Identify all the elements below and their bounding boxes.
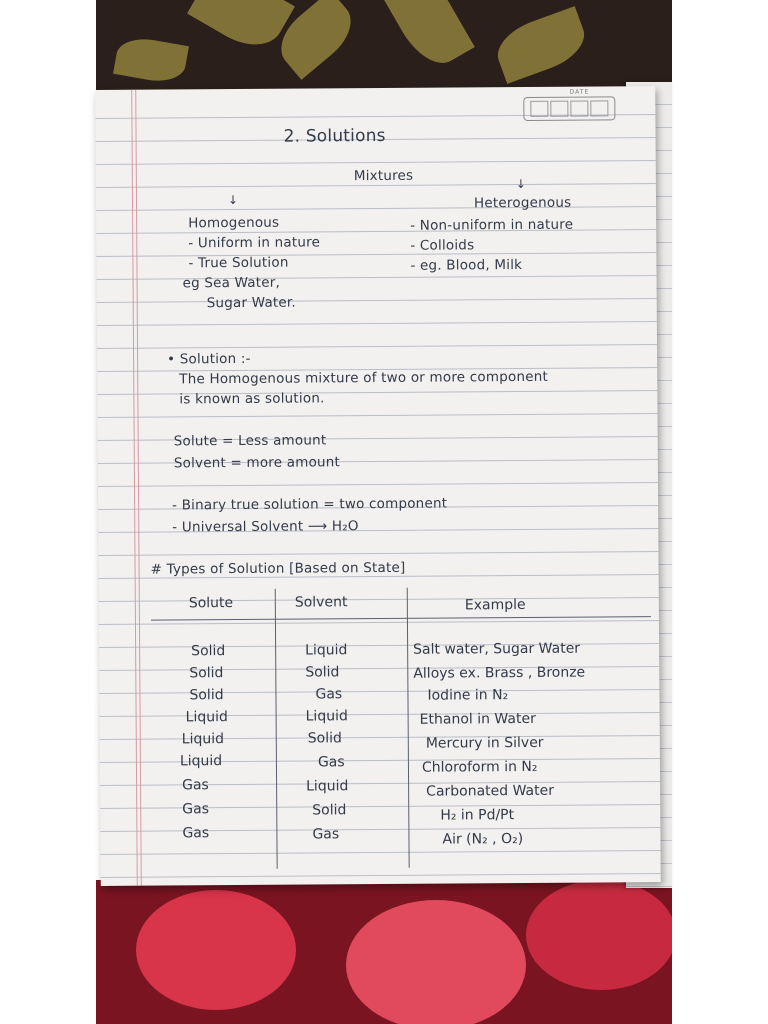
solvent-line: Solvent = more amount — [173, 454, 341, 472]
table-cell: Chloroform in N₂ — [421, 758, 538, 776]
table-cell: Solid — [307, 730, 342, 747]
table-cell: Solid — [191, 643, 226, 660]
table-cell: Gas — [317, 754, 345, 771]
homogenous-line: eg Sea Water, — [182, 274, 281, 292]
table-cell: Solid — [305, 664, 340, 681]
table-cell: Ethanol in Water — [419, 710, 536, 728]
notebook-page — [95, 86, 661, 886]
table-cell: Salt water, Sugar Water — [413, 640, 581, 658]
homogenous-line: - Uniform in nature — [188, 234, 321, 252]
arrow-down-icon: ↓ — [227, 192, 239, 208]
types-heading: # Types of Solution [Based on State] — [150, 559, 406, 578]
table-cell: Gas — [182, 825, 210, 842]
solution-definition: is known as solution. — [179, 390, 325, 408]
table-cell: H₂ in Pd/Pt — [440, 807, 515, 824]
solution-definition: The Homogenous mixture of two or more component — [179, 368, 549, 388]
homogenous-heading: Homogenous — [188, 214, 280, 232]
homogenous-line: Sugar Water. — [206, 294, 296, 312]
flower-pattern — [346, 900, 526, 1024]
leaf-pattern — [113, 34, 189, 86]
binary-solution-line: - Binary true solution = two component — [172, 495, 448, 514]
solute-line: Solute = Less amount — [173, 432, 327, 450]
table-cell: Mercury in Silver — [425, 734, 544, 752]
table-cell: Gas — [182, 777, 209, 794]
table-cell: Liquid — [305, 708, 348, 725]
table-cell: Air (N₂ , O₂) — [442, 830, 524, 848]
flower-pattern — [136, 890, 296, 1010]
table-cell: Liquid — [179, 753, 223, 770]
table-cell: Liquid — [185, 709, 228, 726]
table-cell: Solid — [189, 665, 224, 682]
table-cell: Liquid — [305, 642, 348, 659]
arrow-down-icon: ↓ — [515, 176, 527, 192]
table-cell: Alloys ex. Brass , Bronze — [413, 664, 586, 682]
background-fabric-bottom — [96, 880, 672, 1024]
table-cell: Gas — [312, 826, 340, 843]
flower-pattern — [526, 880, 672, 990]
leaf-pattern — [187, 0, 295, 58]
leaf-pattern — [490, 6, 592, 84]
date-box — [523, 96, 615, 121]
solution-heading: • Solution :- — [167, 350, 251, 368]
mixtures-label: Mixtures — [353, 167, 414, 185]
table-column-divider — [407, 588, 410, 868]
table-cell: Solid — [312, 802, 347, 819]
table-header: Example — [464, 596, 526, 614]
homogenous-line: - True Solution — [188, 254, 289, 272]
table-cell: Liquid — [306, 778, 349, 795]
table-column-divider — [275, 589, 278, 869]
table-header-divider — [151, 616, 651, 620]
universal-solvent-line: - Universal Solvent ⟶ H₂O — [172, 518, 359, 536]
heterogenous-line: - eg. Blood, Milk — [410, 256, 523, 274]
date-label: DATE — [569, 88, 590, 96]
table-cell: Liquid — [181, 731, 225, 748]
heterogenous-heading: Heterogenous — [473, 194, 572, 212]
heterogenous-line: - Non-uniform in nature — [410, 216, 574, 234]
table-header: Solute — [188, 595, 234, 612]
table-cell: Carbonated Water — [426, 782, 555, 800]
solution-types-table — [151, 586, 653, 869]
heterogenous-line: - Colloids — [410, 237, 475, 254]
table-cell: Gas — [315, 686, 343, 703]
table-cell: Gas — [182, 801, 210, 818]
table-cell: Solid — [189, 687, 224, 704]
leaf-pattern — [377, 0, 475, 75]
table-cell: Iodine in N₂ — [427, 687, 509, 704]
table-header: Solvent — [294, 594, 348, 611]
page-title: 2. Solutions — [283, 125, 386, 147]
